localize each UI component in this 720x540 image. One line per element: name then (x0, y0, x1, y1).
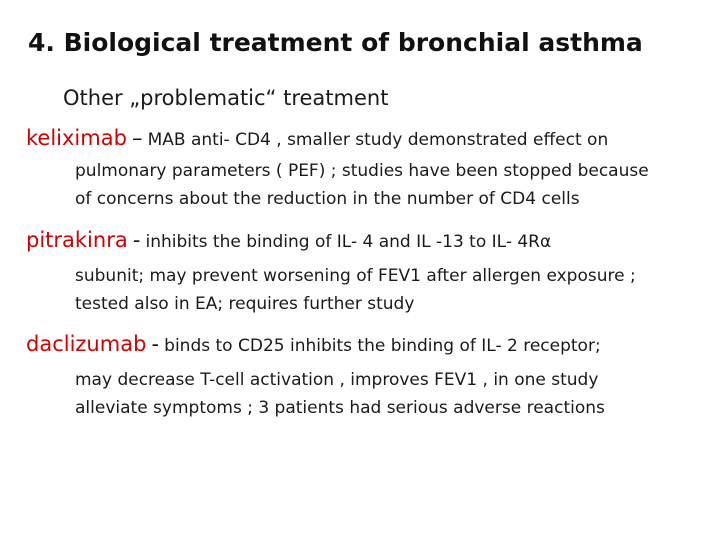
description-line: of concerns about the reduction in the number of CD4 cells (75, 189, 580, 209)
entry-daclizumab-body (75, 366, 720, 422)
drug-name: daclizumab (26, 332, 147, 356)
description-line: tested also in EA; requires further study (75, 294, 415, 314)
description-line: alleviate symptoms ; 3 patients had serious adverse reactions (75, 398, 605, 418)
entry-daclizumab-heading (26, 332, 601, 356)
separator-dash: – (132, 126, 143, 150)
slide-subtitle: Other „problematic“ treatment (63, 86, 389, 110)
drug-description: MAB anti- CD4 , smaller study demonstrated effect on (147, 130, 609, 150)
entry-pitrakinra-body (75, 262, 720, 318)
entry-pitrakinra-heading (26, 228, 551, 252)
description-line: may decrease T-cell activation , improves FEV1 , in one study (75, 370, 599, 390)
description-line: subunit; may prevent worsening of FEV1 after allergen exposure ; (75, 266, 636, 286)
drug-name: keliximab (26, 126, 127, 150)
entry-keliximab-body (75, 157, 720, 213)
slide-title: 4. Biological treatment of bronchial asthma (28, 28, 643, 57)
description-line: pulmonary parameters ( PEF) ; studies have been stopped because (75, 161, 649, 181)
drug-description: binds to CD25 inhibits the binding of IL- 2 receptor; (164, 336, 601, 356)
entry-keliximab-heading (26, 126, 608, 150)
separator-dash: - (132, 228, 141, 252)
drug-name: pitrakinra (26, 228, 128, 252)
separator-dash: - (151, 332, 160, 356)
drug-description: inhibits the binding of IL- 4 and IL -13 to IL- 4Rα (145, 232, 552, 252)
